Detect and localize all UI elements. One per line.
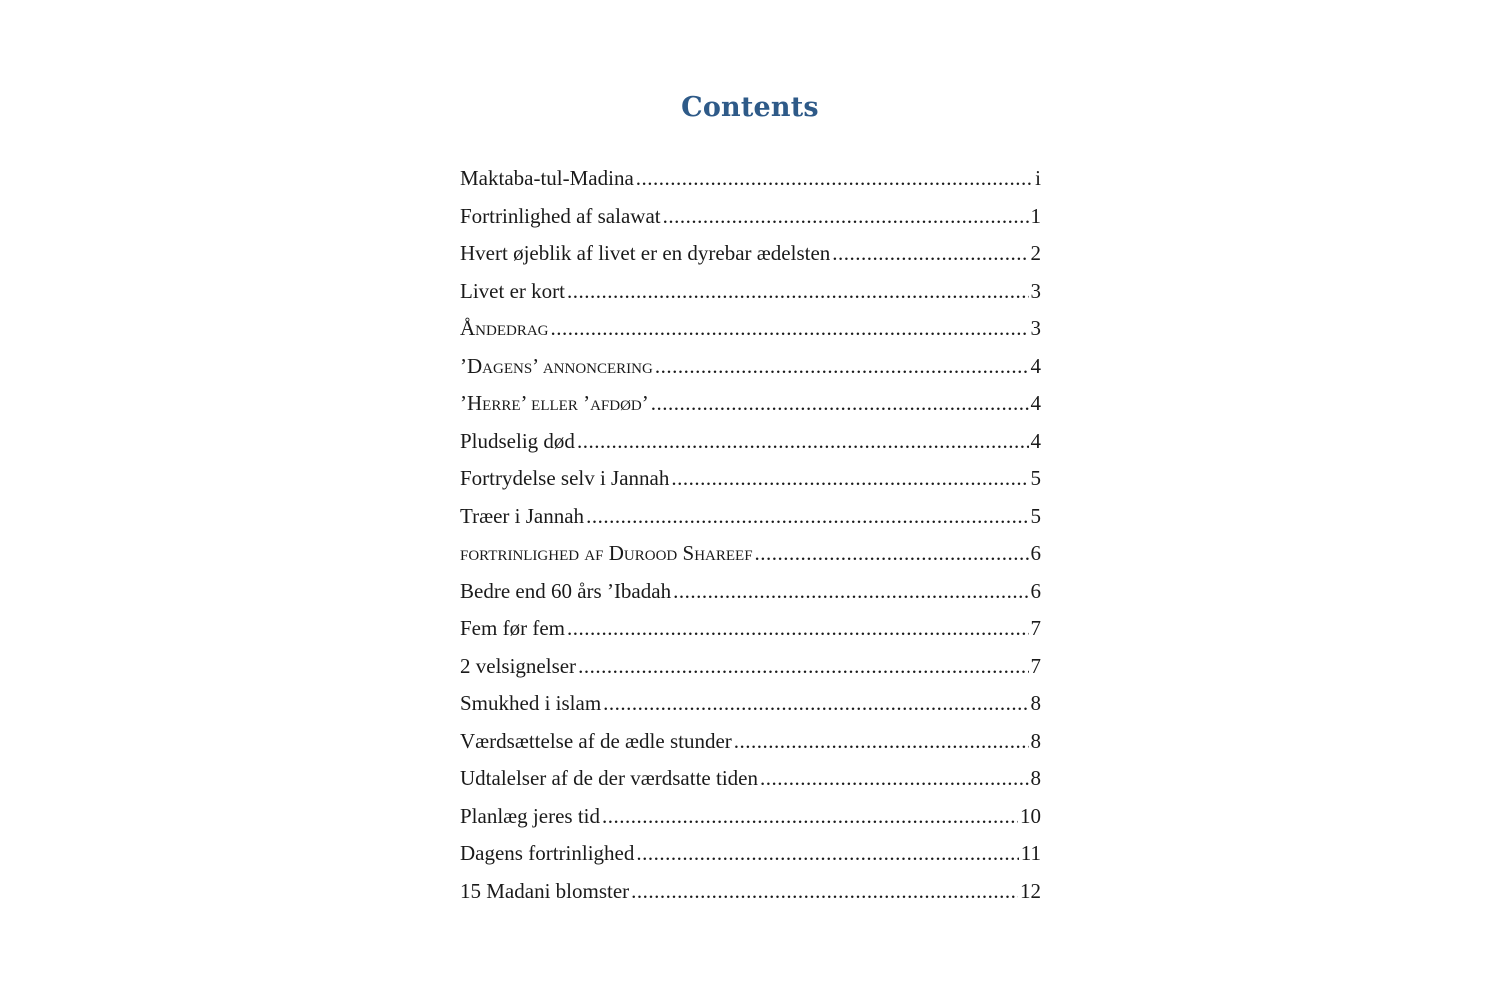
toc-entry[interactable] <box>460 873 1041 911</box>
toc-entry-label: Fortrydelse selv i Jannah <box>460 466 670 490</box>
toc-dot-leader <box>636 160 1033 198</box>
toc-entry-label: Udtalelser af de der værdsatte tiden <box>460 766 758 790</box>
toc-entry-label: Fem før fem <box>460 616 565 640</box>
toc-entry[interactable] <box>460 423 1041 461</box>
toc-entry-label: Planlæg jeres tid <box>460 803 600 828</box>
toc-dot-leader <box>673 573 1028 611</box>
toc-entry-label: ’Herre’ eller ’afdød’ <box>460 391 649 415</box>
toc-dot-leader <box>760 760 1029 798</box>
toc-page-number: 12 <box>1020 878 1041 903</box>
toc-entry[interactable] <box>460 798 1041 836</box>
toc-page-number: 3 <box>1030 278 1041 303</box>
toc-page-number: 7 <box>1030 616 1041 640</box>
toc-entry[interactable] <box>460 760 1041 798</box>
toc-page-number: 3 <box>1030 316 1041 340</box>
toc-entry-label: fortrinlighed af Durood Shareef <box>460 541 753 565</box>
toc-page-number: 2 <box>1030 241 1041 265</box>
toc-entry-label: Maktaba-tul-Madina <box>460 166 634 190</box>
toc-page-number: 1 <box>1030 203 1041 228</box>
toc-entry[interactable] <box>460 610 1041 648</box>
toc-entry[interactable] <box>460 573 1041 611</box>
toc-entry-label: ’Dagens’ annoncering <box>460 353 653 378</box>
page-title: Contents <box>681 92 819 123</box>
toc-entry-label: Pludselig død <box>460 428 575 453</box>
toc-dot-leader <box>567 610 1029 648</box>
toc-dot-leader <box>655 348 1029 386</box>
toc-page-number: 5 <box>1030 466 1041 490</box>
toc-page-number: 8 <box>1030 766 1041 790</box>
toc-page-number: 10 <box>1020 803 1041 828</box>
toc-entry[interactable] <box>460 498 1041 536</box>
toc-entry-label: Smukhed i islam <box>460 691 602 715</box>
toc-dot-leader <box>755 535 1029 573</box>
toc-entry[interactable] <box>460 273 1041 311</box>
toc-entry[interactable] <box>460 198 1041 236</box>
toc-dot-leader <box>603 685 1028 723</box>
toc-entry-label: 2 velsignelser <box>460 653 577 678</box>
toc-entry[interactable] <box>460 648 1041 686</box>
toc-entry-label: Bedre end 60 års ’Ibadah <box>460 578 672 603</box>
toc-dot-leader <box>636 835 1018 873</box>
toc-entry[interactable] <box>460 835 1041 873</box>
toc-entry[interactable] <box>460 460 1041 498</box>
toc-entry[interactable] <box>460 348 1041 386</box>
toc-dot-leader <box>578 648 1028 686</box>
toc-page-number: 4 <box>1030 353 1041 378</box>
toc-entry[interactable] <box>460 235 1041 273</box>
toc-dot-leader <box>671 460 1028 498</box>
toc-entry[interactable] <box>460 385 1041 423</box>
toc-entry[interactable] <box>460 535 1041 573</box>
toc-dot-leader <box>734 723 1029 761</box>
toc-page-number: 8 <box>1030 728 1041 753</box>
toc-page-number: 11 <box>1020 841 1041 865</box>
toc-entry-label: Åndedrag <box>460 316 549 340</box>
toc-dot-leader <box>631 873 1018 911</box>
toc-dot-leader <box>586 498 1028 536</box>
toc-dot-leader <box>567 273 1029 311</box>
table-of-contents <box>460 160 1041 910</box>
toc-entry-label: Fortrinlighed af salawat <box>460 203 661 228</box>
toc-entry-label: Livet er kort <box>460 278 565 303</box>
toc-page-number: 4 <box>1030 391 1041 415</box>
toc-entry-label: 15 Madani blomster <box>460 878 630 903</box>
toc-entry-label: Træer i Jannah <box>460 503 585 528</box>
toc-dot-leader <box>832 235 1028 273</box>
toc-page-number: 7 <box>1030 653 1041 678</box>
toc-dot-leader <box>663 198 1029 236</box>
toc-dot-leader <box>602 798 1018 836</box>
toc-entry[interactable] <box>460 723 1041 761</box>
toc-entry-label: Dagens fortrinlighed <box>460 841 635 865</box>
toc-entry[interactable] <box>460 685 1041 723</box>
toc-dot-leader <box>551 310 1029 348</box>
toc-entry[interactable] <box>460 160 1041 198</box>
toc-entry-label: Hvert øjeblik af livet er en dyrebar ædelsten <box>460 241 831 265</box>
toc-page-number: i <box>1035 166 1041 190</box>
toc-page-number: 8 <box>1030 691 1041 715</box>
toc-page-number: 4 <box>1030 428 1041 453</box>
toc-entry[interactable] <box>460 310 1041 348</box>
toc-dot-leader <box>577 423 1029 461</box>
toc-page-number: 6 <box>1030 541 1041 565</box>
toc-entry-label: Værdsættelse af de ædle stunder <box>460 728 732 753</box>
toc-dot-leader <box>651 385 1029 423</box>
toc-page-number: 6 <box>1030 578 1041 603</box>
toc-page-number: 5 <box>1030 503 1041 528</box>
